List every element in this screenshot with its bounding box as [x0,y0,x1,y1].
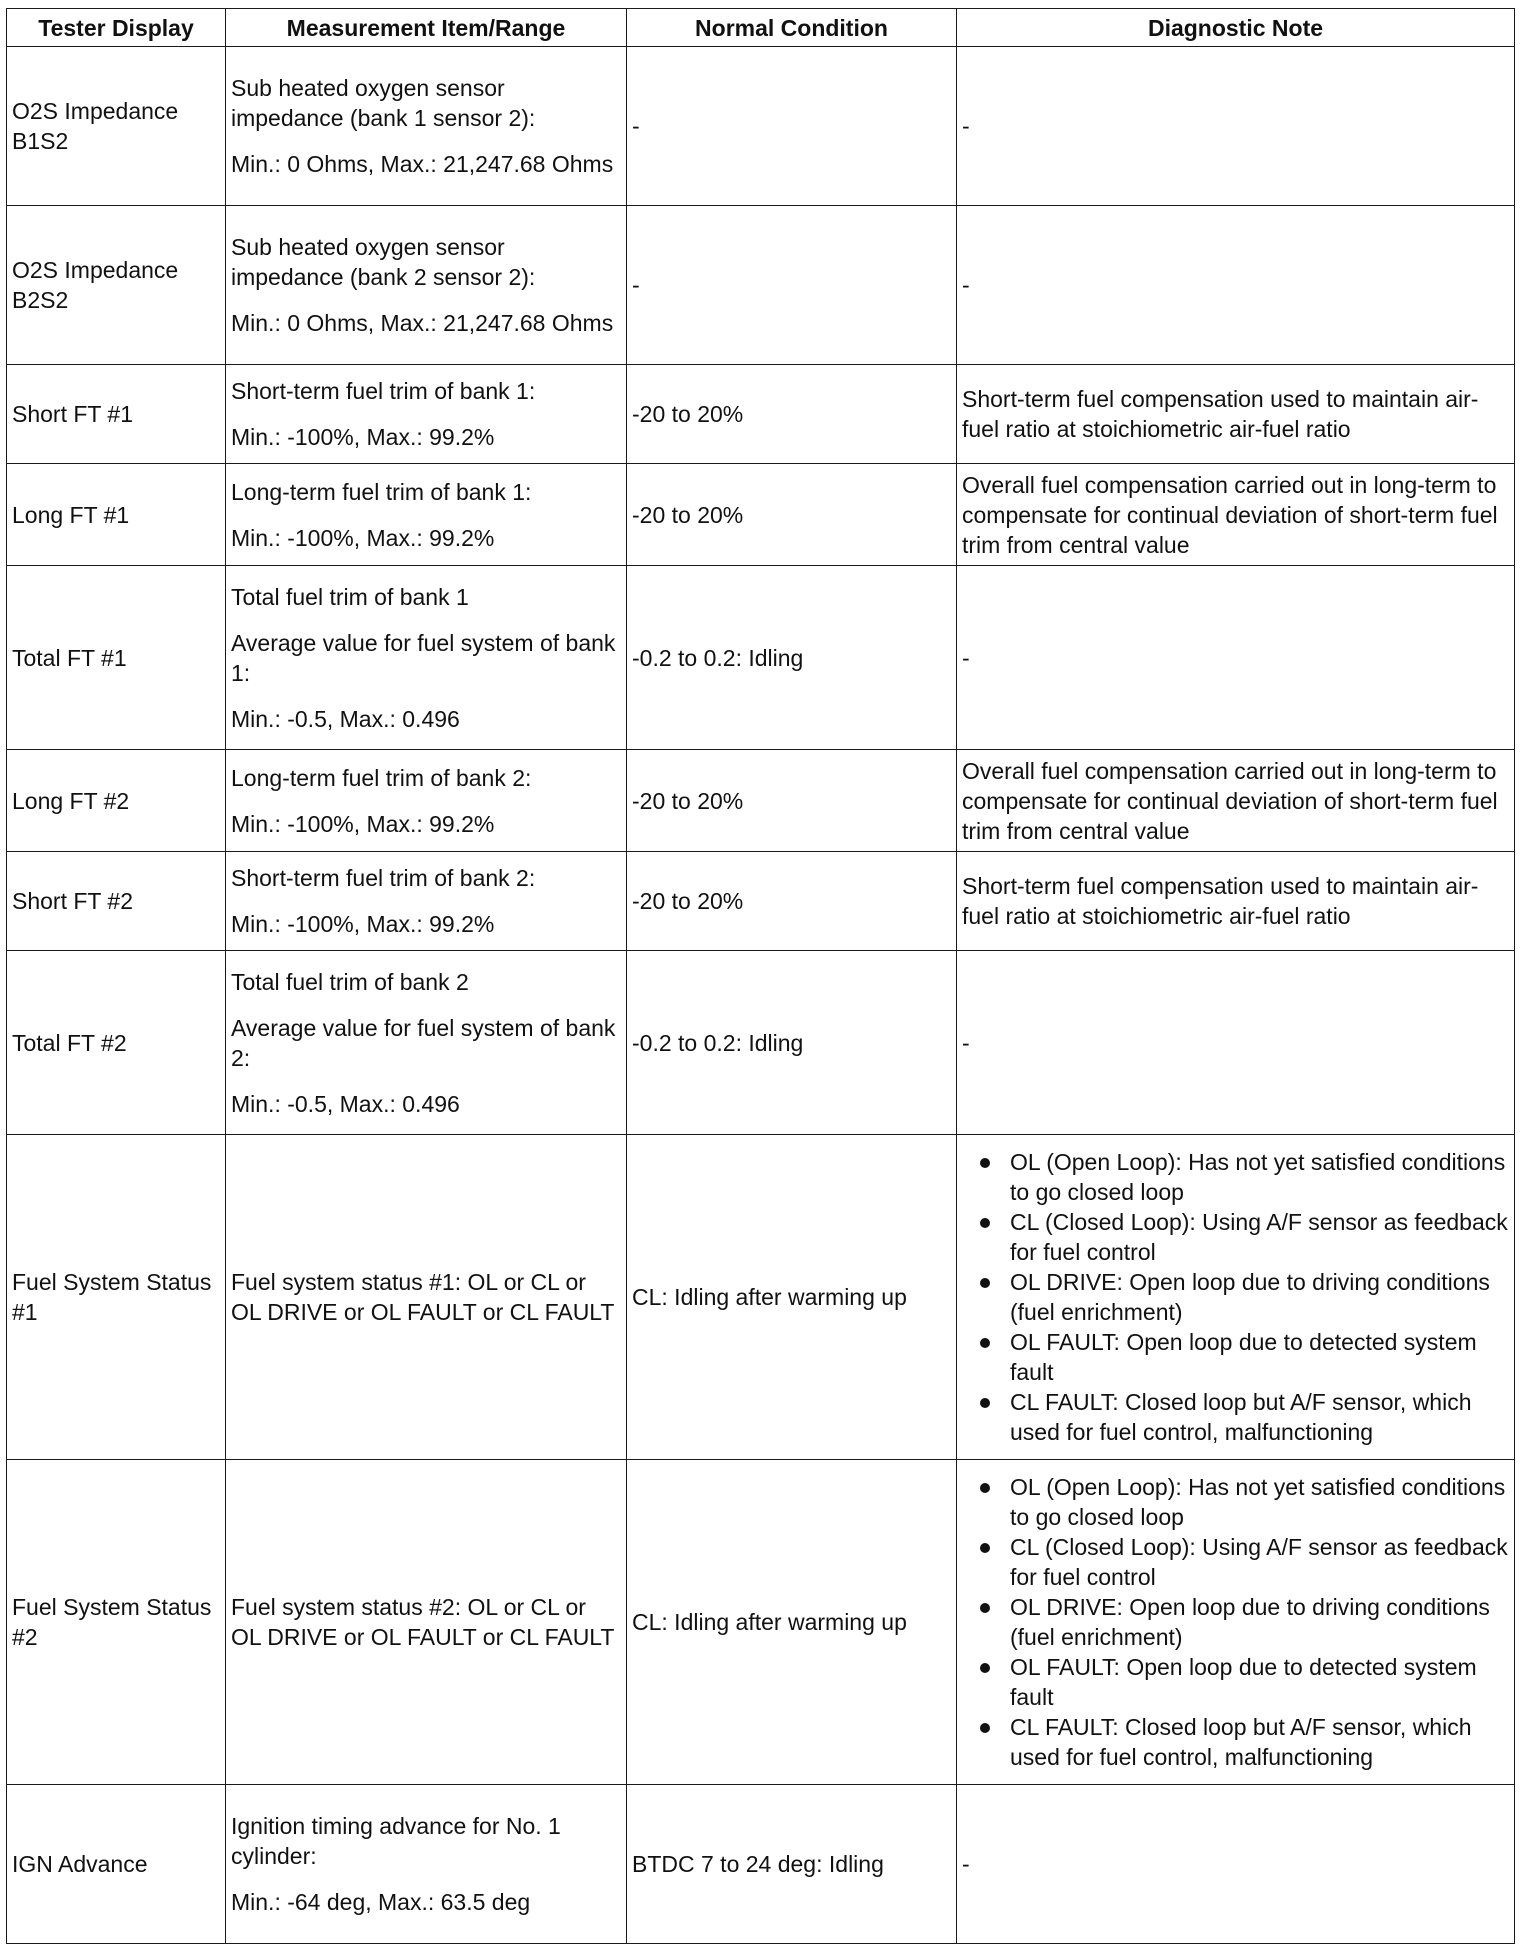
note-item: OL FAULT: Open loop due to detected system fault [962,1327,1509,1387]
table-row [7,750,1515,852]
note-list [962,1472,1509,1772]
item-range: Min.: -64 deg, Max.: 63.5 deg [231,1889,531,1915]
measurement-item-cell [226,464,627,566]
item-text: Total fuel trim of bank 2 [231,968,469,995]
tester-display-cell: IGN Advance [7,1785,226,1944]
item-text: Sub heated oxygen sensor impedance (bank 1 sensor 2): [231,75,536,131]
tester-display-cell: Long FT #2 [7,750,226,852]
measurement-item-cell [226,566,627,750]
tester-display-cell: Fuel System Status #2 [7,1460,226,1785]
item-text: Fuel system status #1: OL or CL or OL DRIVE or OL FAULT or CL FAULT [231,1269,615,1325]
measurement-item-cell [226,852,627,951]
diagnostic-note-cell: - [957,1785,1515,1944]
item-range: Min.: -100%, Max.: 99.2% [231,911,495,937]
measurement-item-cell [226,1135,627,1460]
tester-display-cell: Fuel System Status #1 [7,1135,226,1460]
normal-condition-cell: CL: Idling after warming up [627,1460,957,1785]
item-range: Min.: -0.5, Max.: 0.496 [231,1090,460,1117]
diagnostic-note-cell: - [957,47,1515,206]
normal-condition-cell: -20 to 20% [627,365,957,464]
tester-display-cell: Short FT #2 [7,852,226,951]
tester-display-cell: O2S Impedance B1S2 [7,47,226,206]
measurement-item-cell [226,750,627,852]
tester-display-cell: Total FT #1 [7,566,226,750]
measurement-item-cell [226,1460,627,1785]
normal-condition-cell: -20 to 20% [627,750,957,852]
diagnostic-note-cell: - [957,206,1515,365]
table-row [7,47,1515,206]
item-range: Min.: 0 Ohms, Max.: 21,247.68 Ohms [231,310,614,336]
tester-display-cell: Total FT #2 [7,951,226,1135]
note-item: CL FAULT: Closed loop but A/F sensor, which used for fuel control, malfunctioning [962,1712,1509,1772]
item-range: Min.: -0.5, Max.: 0.496 [231,705,460,732]
table-row [7,566,1515,750]
diagnostic-note-cell: - [957,566,1515,750]
item-text: Long-term fuel trim of bank 1: [231,478,532,505]
normal-condition-cell: CL: Idling after warming up [627,1135,957,1460]
note-item: OL DRIVE: Open loop due to driving conditions (fuel enrichment) [962,1592,1509,1652]
table-row [7,951,1515,1135]
tester-display-cell: Long FT #1 [7,464,226,566]
measurement-item-cell [226,951,627,1135]
item-description: Average value for fuel system of bank 2: [231,1014,616,1071]
measurement-item-cell [226,206,627,365]
diagnostic-note-cell: Short-term fuel compensation used to maintain air-fuel ratio at stoichiometric air-fuel ratio [957,852,1515,951]
normal-condition-cell: -20 to 20% [627,852,957,951]
header-normal-condition: Normal Condition [627,9,957,47]
diagnostic-note-cell [957,1135,1515,1460]
note-item: OL (Open Loop): Has not yet satisfied conditions to go closed loop [962,1472,1509,1532]
header-measurement-item: Measurement Item/Range [226,9,627,47]
item-text: Short-term fuel trim of bank 2: [231,865,536,891]
table-row [7,206,1515,365]
measurement-item-cell [226,47,627,206]
note-item: CL (Closed Loop): Using A/F sensor as feedback for fuel control [962,1532,1509,1592]
item-range: Min.: -100%, Max.: 99.2% [231,810,495,837]
table-row [7,1785,1515,1944]
header-row [7,9,1515,47]
table-row [7,1135,1515,1460]
normal-condition-cell: -20 to 20% [627,464,957,566]
note-item: CL FAULT: Closed loop but A/F sensor, which used for fuel control, malfunctioning [962,1387,1509,1447]
item-description: Average value for fuel system of bank 1: [231,629,616,686]
item-range: Min.: -100%, Max.: 99.2% [231,424,495,450]
tester-display-cell: Short FT #1 [7,365,226,464]
note-item: CL (Closed Loop): Using A/F sensor as feedback for fuel control [962,1207,1509,1267]
diagnostic-note-cell: Overall fuel compensation carried out in long-term to compensate for continual deviation of short-term fuel trim from central value [957,464,1515,566]
table-row [7,852,1515,951]
tester-display-cell: O2S Impedance B2S2 [7,206,226,365]
normal-condition-cell: -0.2 to 0.2: Idling [627,951,957,1135]
spec-table-container [6,8,1515,1944]
header-tester-display: Tester Display [7,9,226,47]
item-text: Ignition timing advance for No. 1 cylinder: [231,1813,561,1869]
item-text: Fuel system status #2: OL or CL or OL DRIVE or OL FAULT or CL FAULT [231,1594,615,1650]
normal-condition-cell: BTDC 7 to 24 deg: Idling [627,1785,957,1944]
diagnostic-note-cell: - [957,951,1515,1135]
item-range: Min.: 0 Ohms, Max.: 21,247.68 Ohms [231,151,614,177]
item-text: Short-term fuel trim of bank 1: [231,378,536,404]
item-range: Min.: -100%, Max.: 99.2% [231,524,495,551]
item-text: Total fuel trim of bank 1 [231,583,469,610]
note-item: OL FAULT: Open loop due to detected system fault [962,1652,1509,1712]
data-list-table [6,8,1515,1944]
note-item: OL DRIVE: Open loop due to driving conditions (fuel enrichment) [962,1267,1509,1327]
normal-condition-cell: - [627,206,957,365]
note-item: OL (Open Loop): Has not yet satisfied conditions to go closed loop [962,1147,1509,1207]
normal-condition-cell: -0.2 to 0.2: Idling [627,566,957,750]
measurement-item-cell [226,365,627,464]
diagnostic-note-cell: Overall fuel compensation carried out in long-term to compensate for continual deviation of short-term fuel trim from central value [957,750,1515,852]
table-row [7,464,1515,566]
diagnostic-note-cell: Short-term fuel compensation used to maintain air-fuel ratio at stoichiometric air-fuel ratio [957,365,1515,464]
note-list [962,1147,1509,1447]
diagnostic-note-cell [957,1460,1515,1785]
item-text: Sub heated oxygen sensor impedance (bank 2 sensor 2): [231,234,536,290]
measurement-item-cell [226,1785,627,1944]
table-row [7,365,1515,464]
normal-condition-cell: - [627,47,957,206]
item-text: Long-term fuel trim of bank 2: [231,764,532,791]
table-row [7,1460,1515,1785]
header-diagnostic-note: Diagnostic Note [957,9,1515,47]
